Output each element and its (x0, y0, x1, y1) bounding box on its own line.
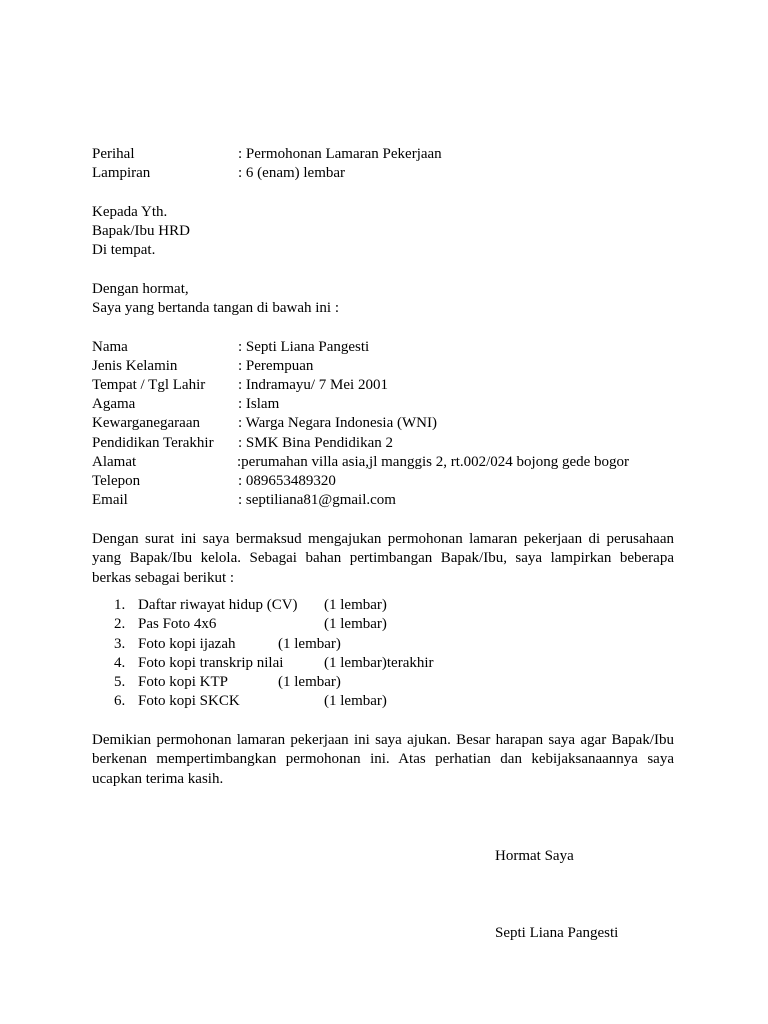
list-item (92, 596, 652, 615)
identity-label: Kewarganegaraan (92, 415, 200, 431)
list-item-number: 3. (114, 635, 126, 652)
body-paragraph-2: Demikian permohonan lamaran pekerjaan ini saya ajukan. Besar harapan saya agar Bapak/Ibu berkenan mempertimbangkan permohonan ini. Atas perhatian dan kebijaksanaannya saya ucapkan terima kasih. (92, 732, 674, 787)
identity-label: Pendidikan Terakhir (92, 435, 214, 451)
lampiran-value: : 6 (enam) lembar (238, 165, 346, 181)
identity-value: :perumahan villa asia,jl manggis 2, rt.002/024 bojong gede bogor (237, 454, 630, 470)
list-item-number: 6. (114, 693, 126, 710)
attachment-list (92, 596, 652, 712)
identity-value: : Warga Negara Indonesia (WNI) (238, 415, 437, 431)
list-item-text: Daftar riwayat hidup (CV) (138, 597, 298, 613)
list-item-number: 5. (114, 674, 126, 691)
list-item-number: 4. (114, 654, 126, 671)
list-item-qty: (1 lembar) (324, 616, 387, 633)
list-item-text: Foto kopi SKCK (138, 693, 240, 710)
list-item-text: Foto kopi KTP (138, 674, 229, 691)
identity-value: : Islam (238, 396, 280, 412)
list-item-number: 2. (114, 616, 126, 633)
salutation: Dengan hormat, (92, 281, 189, 297)
identity-value: : SMK Bina Pendidikan 2 (238, 435, 394, 451)
recipient-line-2: Bapak/Ibu HRD (92, 223, 190, 239)
list-item-qty: (1 lembar) (324, 693, 387, 710)
body-paragraph-1: Dengan surat ini saya bermaksud mengajukan permohonan lamaran pekerjaan di perusahaan yang Bapak/Ibu kelola. Sebagai bahan pertimbangan Bapak/Ibu, saya lampirkan beberapa berkas sebagai berikut : (92, 531, 674, 586)
list-item (92, 692, 652, 711)
signer-name: Septi Liana Pangesti (495, 925, 619, 941)
identity-value: : 089653489320 (238, 473, 336, 489)
identity-label: Alamat (92, 454, 137, 470)
list-item-qty: (1 lembar) (278, 674, 341, 691)
identity-value: : septiliana81@gmail.com (238, 492, 396, 508)
identity-label: Email (92, 492, 128, 508)
recipient-line-1: Kepada Yth. (92, 204, 168, 220)
identity-value: : Septi Liana Pangesti (238, 339, 370, 355)
list-item-number: 1. (114, 597, 126, 613)
list-item-qty: (1 lembar) (324, 597, 387, 613)
recipient-line-3: Di tempat. (92, 242, 156, 258)
closing-regards: Hormat Saya (495, 848, 574, 864)
identity-value: : Indramayu/ 7 Mei 2001 (238, 377, 388, 393)
list-item-text: Foto kopi ijazah (138, 635, 236, 652)
list-item-qty: (1 lembar) (278, 635, 341, 652)
perihal-value: : Permohonan Lamaran Pekerjaan (238, 146, 442, 162)
identity-label: Nama (92, 339, 128, 355)
identity-value: : Perempuan (238, 358, 314, 374)
perihal-label: Perihal (92, 146, 135, 162)
intro-line: Saya yang bertanda tangan di bawah ini : (92, 300, 340, 316)
list-item (92, 673, 652, 692)
lampiran-label: Lampiran (92, 165, 151, 181)
identity-label: Telepon (92, 473, 141, 489)
list-item-text: Foto kopi transkrip nilai (138, 654, 284, 671)
identity-label: Tempat / Tgl Lahir (92, 377, 206, 393)
identity-label: Agama (92, 396, 136, 412)
list-item (92, 635, 652, 654)
list-item (92, 615, 652, 634)
list-item-qty: (1 lembar)terakhir (324, 654, 434, 671)
list-item-text: Pas Foto 4x6 (138, 616, 217, 633)
list-item (92, 654, 652, 673)
identity-label: Jenis Kelamin (92, 358, 178, 374)
